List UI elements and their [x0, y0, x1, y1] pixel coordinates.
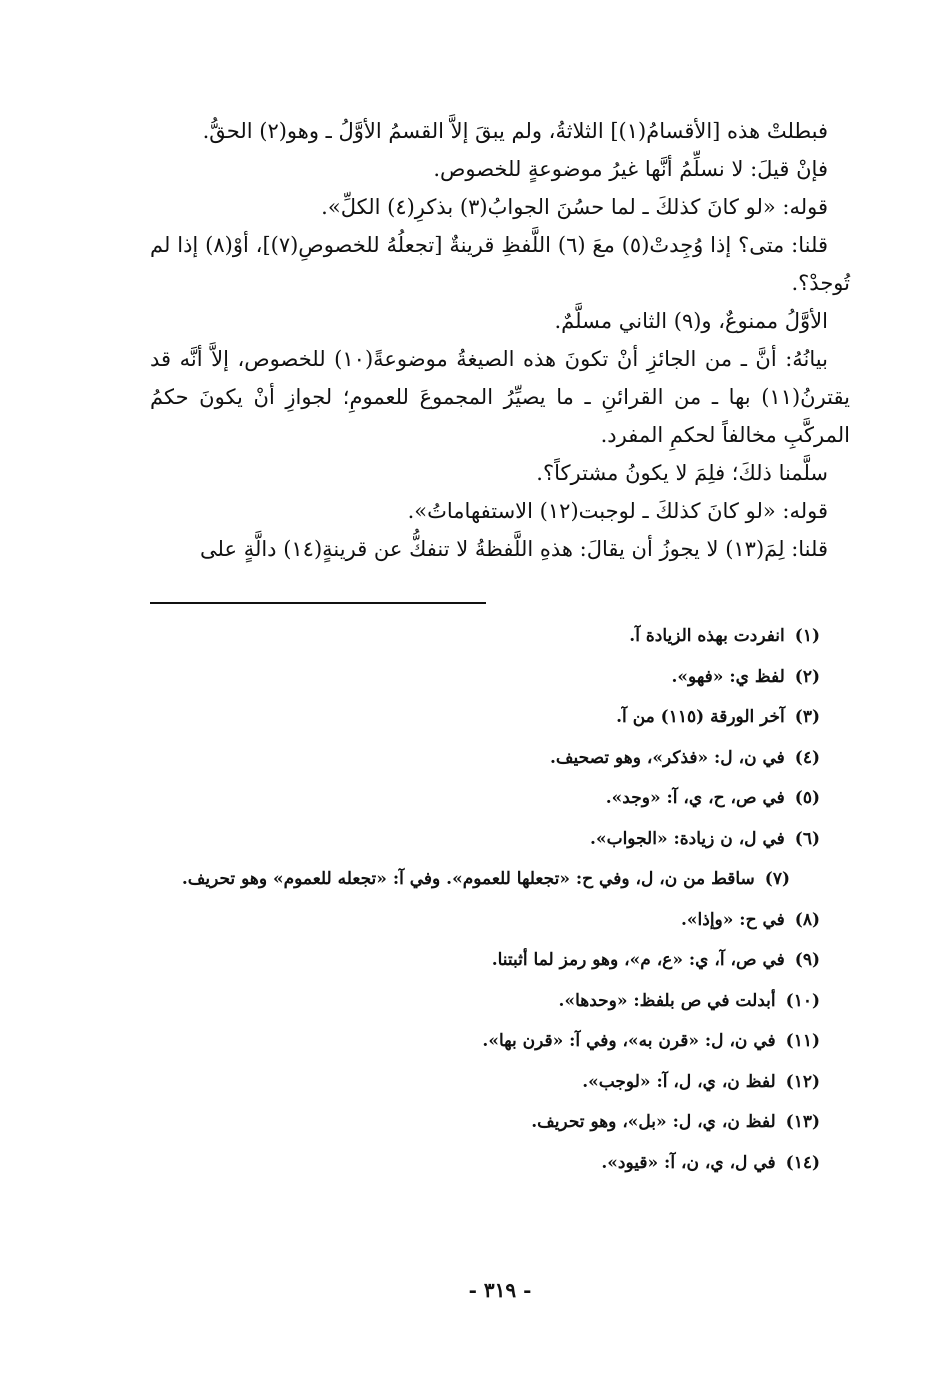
- footnotes: [150, 616, 850, 1183]
- paragraph: الأوَّلُ ممنوعٌ، و(٩) الثاني مسلَّمٌ.: [554, 309, 828, 333]
- footnote: [150, 657, 850, 698]
- footnote-text: في ن، ل: «قرن به»، وفي آ: «قرن بها».: [482, 1031, 776, 1051]
- footnote: [150, 616, 850, 657]
- paragraph: بيانُهُ: أنَّ ـ من الجائزِ أنْ تكونَ هذه الصيغةُ موضوعةً(١٠) للخصوص، إلاَّ أنَّه قد يقترنُ(١١) بها ـ من القرائنِ ـ ما يصيِّرُ المجموعَ للعمومِ؛ لجوازِ أنْ يكونَ حكمُ المركَّبِ مخالفاً لحكمِ المفرد.: [150, 347, 850, 447]
- footnote: [150, 900, 850, 941]
- footnote-number: (٨): [794, 909, 820, 930]
- footnote-number: (١٠): [785, 990, 820, 1011]
- footnote-number: (٩): [794, 950, 820, 970]
- footnote-text: في ن، ل: «فذكر»، وهو تصحيف.: [549, 747, 785, 768]
- footnote-text: في ل، ن زيادة: «الجواب».: [590, 828, 785, 849]
- footnote: [150, 1062, 850, 1103]
- footnote: [150, 1143, 850, 1184]
- paragraph: قلنا: لِمَ(١٣) لا يجوزُ أن يقالَ: هذهِ اللَّفظةُ لا تنفكُّ عن قرينةٍ(١٤) دالَّةٍ على: [200, 537, 828, 561]
- footnote: [150, 1102, 850, 1143]
- paragraph: قلنا: متى؟ إذا وُجِدتْ(٥) معَ (٦) اللَّفظِ قرينةٌ [تجعلُهُ للخصوصِ(٧)]، أوْ(٨) إذا لم تُوجدْ؟.: [150, 233, 850, 295]
- footnote-text: في ل، ي، ن، آ: «قيود».: [601, 1152, 776, 1173]
- footnote-text: لفظ ن، ي، ل، آ: «لوجب».: [582, 1071, 776, 1092]
- footnote: [150, 940, 850, 981]
- footnote-text: في ح: «وإذا».: [680, 909, 785, 930]
- footnote-number: (٥): [794, 788, 820, 808]
- footnote-number: (٧): [764, 869, 790, 889]
- footnote-text: أبدلت في ص بلفظ: «وحدها».: [558, 990, 776, 1011]
- main-text: [150, 112, 850, 568]
- footnote-text: في ص، آ، ي: «ع، م»، وهو رمز لما أثبتنا.: [491, 950, 785, 970]
- footnote-text: لفظ ن، ي، ل: «بل»، وهو تحريف.: [531, 1112, 776, 1132]
- footnote-number: (٢): [794, 666, 820, 687]
- paragraph: قوله: «لو كانَ كذلكَ ـ لما حسُنَ الجوابُ(٣) بذكرِ(٤) الكلِّ».: [321, 195, 828, 219]
- book-page: [150, 112, 850, 1312]
- footnote: [150, 738, 850, 779]
- footnote: [150, 1021, 850, 1062]
- footnote: [150, 778, 850, 819]
- footnote-number: (١٣): [785, 1112, 820, 1132]
- footnote-number: (٣): [794, 707, 820, 727]
- footnote-divider: [150, 602, 486, 604]
- footnote: [150, 819, 850, 860]
- footnote-number: (٦): [794, 828, 820, 849]
- footnote-text: انفردت بهذه الزيادة آ.: [629, 626, 785, 646]
- paragraph: فبطلتْ هذه [الأقسامُ(١)] الثلاثةُ، ولم يبقَ إلاَّ القسمُ الأوَّلُ ـ وهو(٢) الحقُّ.: [202, 119, 828, 143]
- footnote: [150, 981, 850, 1022]
- footnote-number: (١٤): [785, 1152, 820, 1173]
- footnote-number: (١٢): [785, 1071, 820, 1092]
- footnote: [150, 859, 850, 900]
- footnote-number: (٤): [794, 747, 820, 768]
- footnote-text: ساقط من ن، ل، وفي ح: «تجعلها للعموم». وفي آ: «تجعله للعموم» وهو تحريف.: [181, 869, 755, 889]
- footnote-number: (١١): [785, 1031, 820, 1051]
- footnote-text: لفظ ي: «فهو».: [671, 666, 785, 687]
- footnote-text: آخر الورقة (١١٥) من آ.: [616, 707, 785, 727]
- paragraph: فإنْ قيلَ: لا نسلِّمُ أنَّها غيرُ موضوعةٍ للخصوص.: [433, 157, 828, 181]
- footnote-number: (١): [794, 626, 820, 646]
- paragraph: سلَّمنا ذلكَ؛ فلِمَ لا يكونُ مشتركاً؟.: [536, 461, 828, 485]
- page-number: - ٣١٩ -: [468, 1278, 532, 1302]
- paragraph: قوله: «لو كانَ كذلكَ ـ لوجبت(١٢) الاستفهاماتُ».: [407, 499, 828, 523]
- footnote-text: في ص، ح، ي، آ: «وجد».: [605, 788, 785, 808]
- footnote: [150, 697, 850, 738]
